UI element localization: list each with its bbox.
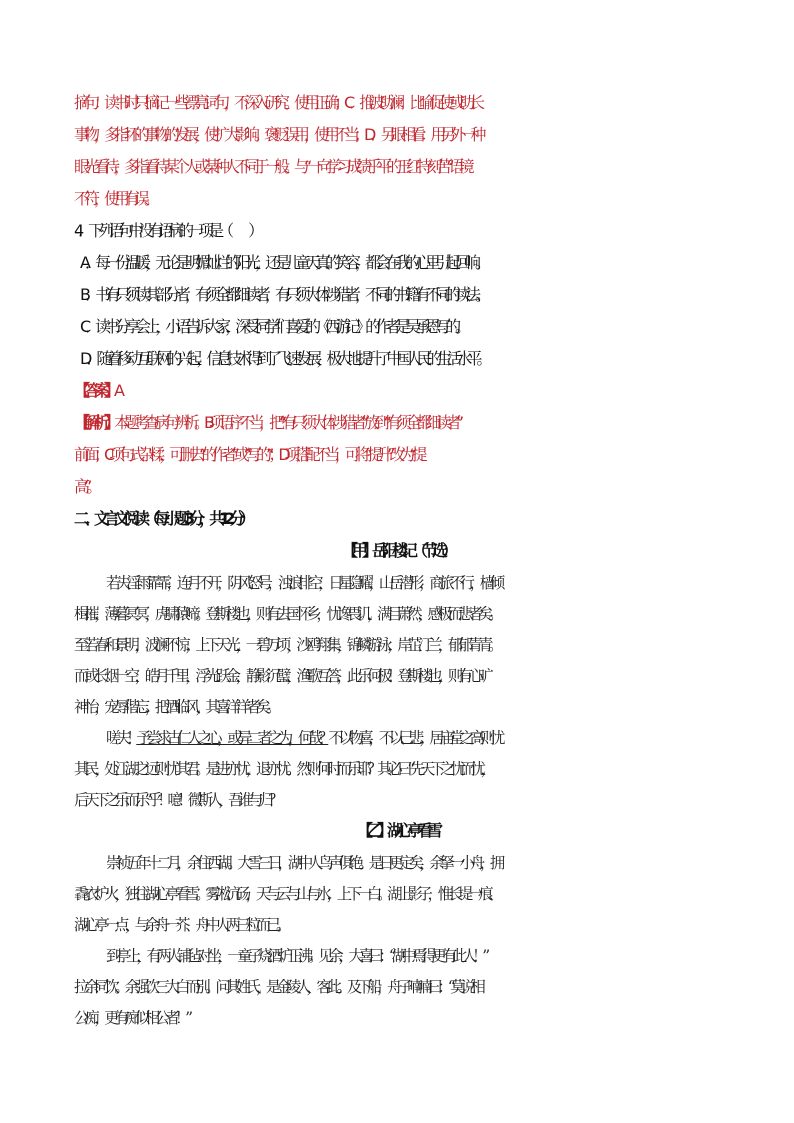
analysis-text-1: 本题考查病句辨析。B项语序不当，把“有只须大体涉猎者”放到“有须全都细读者”	[114, 413, 459, 432]
question-4-option-a: A．每一份温暖，无论是明媚灿烂的阳光，还是儿童天真的笑容，都会在我的心里引起回响。	[80, 253, 485, 272]
section-2-heading: 二、文言文阅读（每小题3分，共12分）	[74, 509, 250, 528]
question-4-option-d: D．随着移动互联网的兴起，信息技术得到了飞速发展，极大地提升了中国人民的生活水平。	[80, 349, 487, 368]
prev-explain-quote: “一向学习成绩乎平的王红特刻苦”	[304, 157, 449, 176]
yi-line-3: 湖心亭一点，与余舟一芥、舟中人两三粒而已。	[74, 916, 287, 934]
yi-p2-line-3: 公痴，更有痴似相公者！”	[74, 1009, 188, 1027]
question-4-stem: 4．下列语句中没有语病的一项是（ ）	[74, 221, 259, 240]
question-4-option-b: B．书有只须读其部分者，有须全都细读者，有只须大体涉猎者，不同的书籍有不同的读法。	[80, 285, 485, 304]
jia-p2-rest: 不以物喜，不以己悲，居庙堂之高则忧	[328, 729, 500, 747]
prev-explain-line-3	[74, 152, 754, 182]
yi-p2-line-2: 拉余同饮。余强饮三大白而别。问其姓氏，是金陵人，客此。及下船，舟子喃喃曰：“莫说相	[74, 978, 481, 996]
yi-p2-line-1: 到亭上，有两人铺毡对坐，一童子烧酒炉正沸。见余，大喜曰：“湖中焉得更有此人！”	[106, 947, 485, 965]
prev-explain-line-4: 不符，使用有误。	[74, 189, 155, 208]
analysis-line-3: 高”。	[74, 477, 97, 496]
prev-explain-line-3a: 眼光看待，多指看待某个人或某种人不同于一般。与	[74, 157, 305, 176]
question-4-option-c: C．读书分享会上，小语告诉大家，深受同学们喜爱的《西游记》的作者是吴承恩写的。	[80, 317, 466, 336]
jia-line-3: 至若春和景明，波澜不惊，上下天光，一碧万顷，沙鸥翔集，锦鳞游泳，岸芷汀兰，郁郁青青。	[74, 636, 499, 654]
jia-p2-line-3: 后天下之乐而乐”乎！噫！微斯人，吾谁与归？	[74, 791, 279, 809]
passage-yi-title: 【乙】湖心亭看雪	[356, 821, 437, 840]
prev-explain-line-2: 事物，多指坏的事物的发展，使扩大影响。褒贬误用，使用不当；D．另眼相看：用另外一种	[74, 125, 481, 144]
yi-line-1: 崇祯五年十二月，余住西湖。大雪三日，湖中人鸟声俱绝。是日更定矣，余拏一小舟，拥	[106, 854, 500, 872]
jia-line-2: 楫摧，薄暮冥冥，虎啸猿啼。登斯楼也，则有去国怀乡，忧谗畏讥，满目萧然，感极而悲者矣。	[74, 605, 499, 623]
jia-line-4: 而或长烟一空，皓月千里，浮光跃金，静影沉璧，渔歌互答，此乐何极！登斯楼也，则有心旷	[74, 667, 489, 685]
prev-explain-line-3b: 语境	[448, 157, 469, 176]
answer-value: A	[114, 381, 119, 400]
passage-jia-title: 【甲】岳阳楼记（节选）	[341, 541, 452, 560]
jia-p2-line-2: 其民，处江湖之远则忧其君。是进亦忧，退亦忧。然则何时而乐耶？其必曰“先天下之忧而忧，	[74, 760, 491, 778]
analysis-line-1	[74, 408, 754, 438]
yi-line-2: 毳衣炉火，独往湖心亭看雪。雾凇沆砀，天与云与山与水，上下一白。湖上影子，惟长堤一痕、	[74, 885, 499, 903]
analysis-line-2: 前面；C项句式杂糅，可删去“的作者”或“写的”；D项搭配不当，可将“提升”改为“提	[74, 445, 422, 464]
prev-explain-line-1: 摘句：读书时只摘记一些漂亮词句，不深入研究。使用正确；C．推波助澜：比喻促使或助长	[74, 93, 480, 112]
jia-p2-line-1	[106, 723, 786, 754]
jia-line-5: 神怡，宠辱偕忘，把酒临风，其喜洋洋者矣。	[74, 698, 277, 716]
analysis-label: 【解析】	[74, 413, 115, 432]
jia-p2-start: 嗟夫！	[106, 729, 137, 747]
jia-p2-underlined-sentence: 予尝求古仁人之心，或异二者之为，何哉？	[136, 729, 329, 747]
answer-label: 【答案】	[74, 381, 115, 400]
answer-line	[74, 376, 754, 406]
jia-line-1: 若夫淫雨霏霏，连月不开，阴风怒号，浊浪排空，日星隐曜，山岳潜形，商旅不行，樯倾	[106, 574, 500, 592]
